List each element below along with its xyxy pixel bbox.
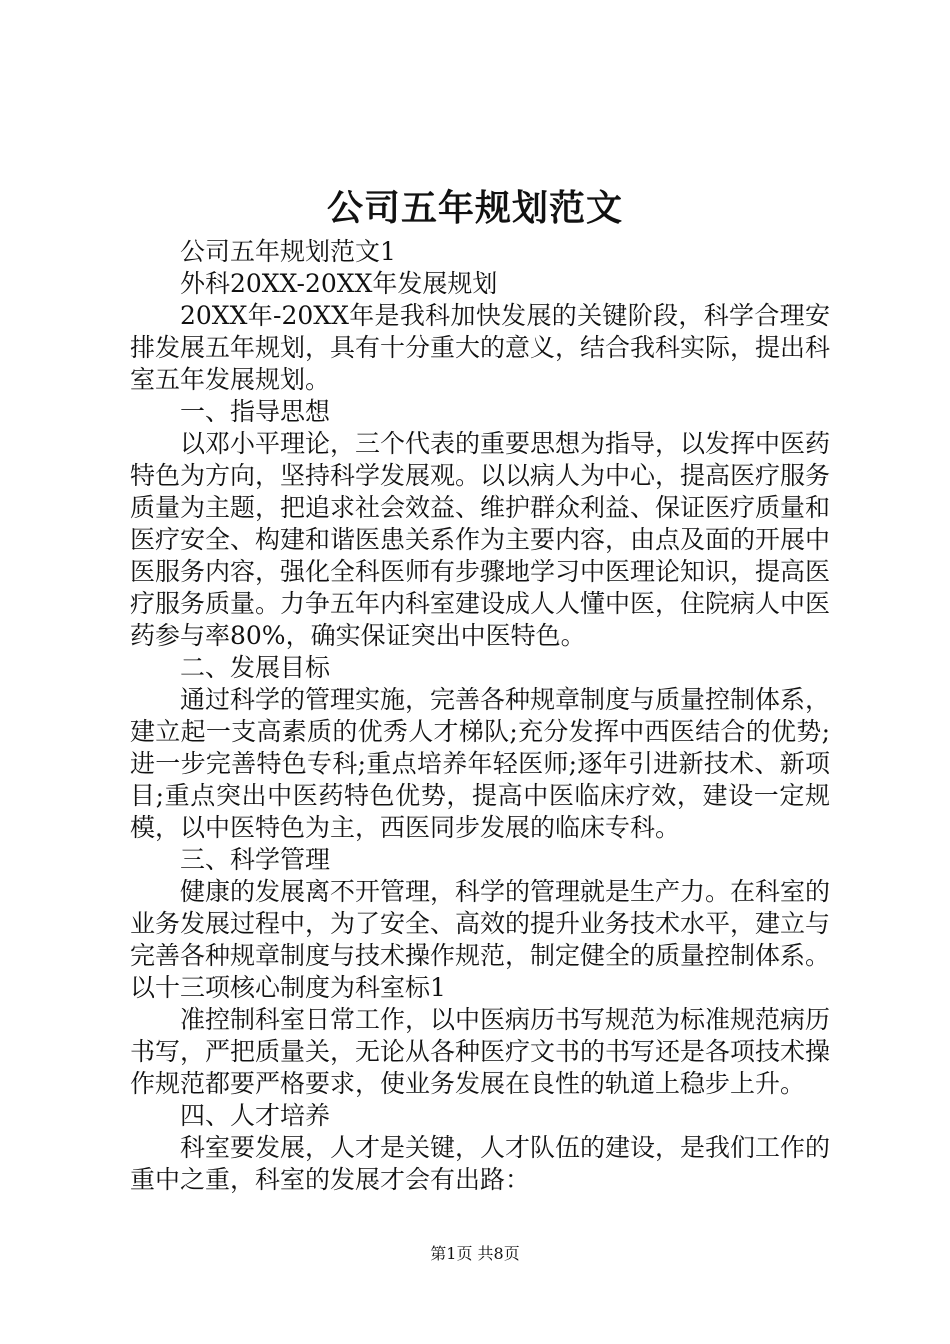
paragraph: 科室要发展，人才是关键，人才队伍的建设，是我们工作的重中之重，科室的发展才会有出路： (130, 1133, 831, 1194)
paragraph: 健康的发展离不开管理，科学的管理就是生产力。在科室的业务发展过程中，为了安全、高效的提升业务技术水平，建立与完善各种规章制度与技术操作规范，制定健全的质量控制体系。以十三项核心制度为科室标1 (130, 877, 831, 1002)
page-footer: 第1页 共8页 (430, 1244, 520, 1263)
document-title: 公司五年规划范文 (326, 187, 623, 229)
document-body (130, 236, 830, 1196)
paragraph: 20XX年-20XX年是我科加快发展的关键阶段，科学合理安排发展五年规划，具有十分重大的意义，结合我科实际，提出科室五年发展规划。 (130, 301, 831, 394)
section-heading: 一、指导思想 (180, 397, 331, 426)
section-heading: 二、发展目标 (180, 653, 331, 682)
section-heading: 三、科学管理 (180, 845, 331, 874)
paragraph: 以邓小平理论，三个代表的重要思想为指导，以发挥中医药特色为方向，坚持科学发展观。以以病人为中心，提高医疗服务质量为主题，把追求社会效益、维护群众利益、保证医疗质量和医疗安全、构建和谐医患关系作为主要内容，由点及面的开展中医服务内容，强化全科医师有步骤地学习中医理论知识，提高医疗服务质量。力争五年内科室建设成人人懂中医，住院病人中医药参与率80%，确实保证突出中医特色。 (130, 429, 831, 650)
paragraph: 准控制科室日常工作，以中医病历书写规范为标准规范病历书写，严把质量关，无论从各种医疗文书的书写还是各项技术操作规范都要严格要求，使业务发展在良性的轨道上稳步上升。 (130, 1005, 831, 1098)
paragraph: 外科20XX-20XX年发展规划 (180, 269, 498, 298)
paragraph: 公司五年规划范文1 (180, 237, 396, 266)
paragraph: 通过科学的管理实施，完善各种规章制度与质量控制体系，建立起一支高素质的优秀人才梯队;充分发挥中西医结合的优势;进一步完善特色专科;重点培养年轻医师;逐年引进新技术、新项目;重点突出中医药特色优势，提高中医临床疗效，建设一定规模，以中医特色为主，西医同步发展的临床专科。 (130, 685, 831, 842)
section-heading: 四、人才培养 (180, 1101, 331, 1130)
